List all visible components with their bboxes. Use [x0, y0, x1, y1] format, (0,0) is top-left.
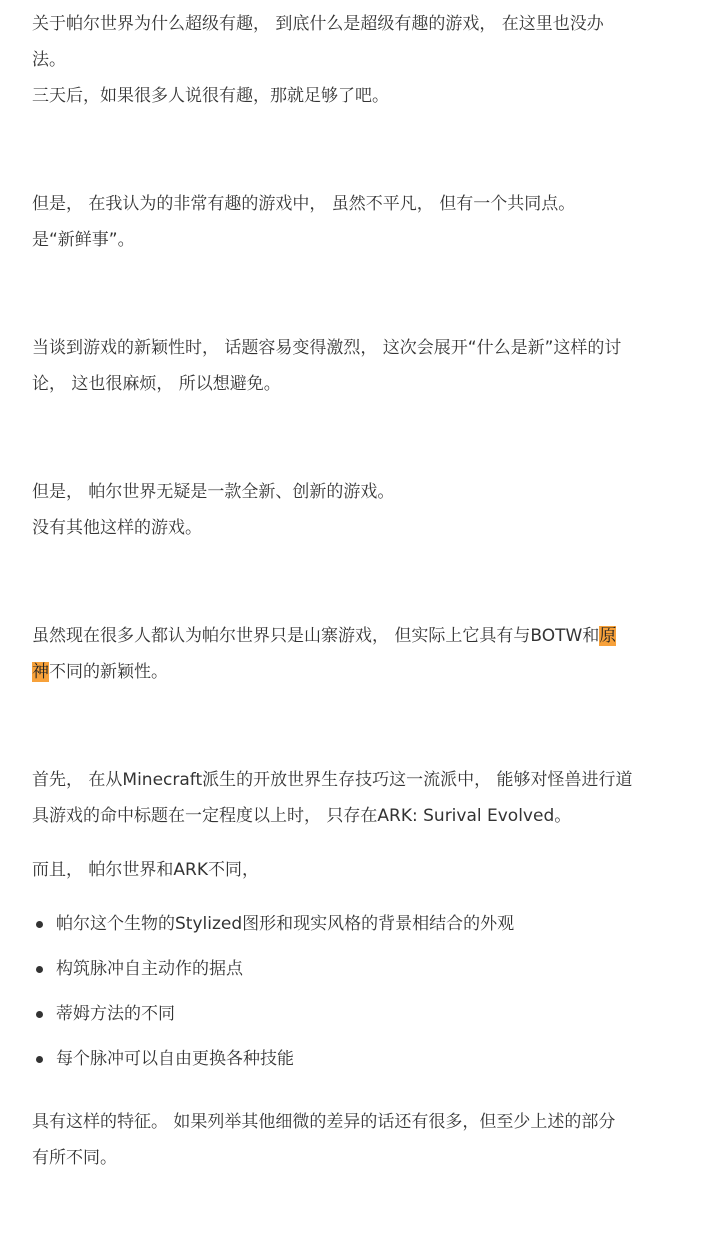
paragraph-7-line-1: 而且， 帕尔世界和ARK不同，: [32, 860, 259, 880]
paragraph-6: [32, 762, 657, 834]
article-body: [32, 6, 657, 1176]
paragraph-7: [32, 852, 657, 888]
paragraph-5-line-1-text: 虽然现在很多人都认为帕尔世界只是山寨游戏， 但实际上它具有与BOTW和: [32, 626, 600, 646]
list-item-text: 帕尔这个生物的Stylized图形和现实风格的背景相结合的外观: [56, 914, 515, 934]
list-item: [32, 951, 657, 987]
paragraph-4-line-2: 没有其他这样的游戏。: [32, 518, 202, 538]
paragraph-4: [32, 474, 657, 546]
paragraph-5-line-2: [32, 654, 657, 690]
paragraph-5-line-1: [32, 618, 657, 654]
bullet-icon: [36, 1056, 43, 1063]
paragraph-2-line-1: 但是， 在我认为的非常有趣的游戏中， 虽然不平凡， 但有一个共同点。: [32, 194, 576, 214]
paragraph-8-line-1: 具有这样的特征。 如果列举其他细微的差异的话还有很多，但至少上述的部分: [32, 1112, 616, 1132]
spacer: [32, 690, 657, 762]
spacer: [32, 546, 657, 618]
search-highlight: 神: [32, 662, 49, 682]
paragraph-2-line-2: 是“新鲜事”。: [32, 230, 135, 250]
bullet-icon: [36, 1011, 43, 1018]
paragraph-1-line-2: 法。: [32, 50, 66, 70]
list-item-text: 每个脉冲可以自由更换各种技能: [56, 1049, 294, 1069]
paragraph-5-line-2-text: 不同的新颖性。: [49, 662, 168, 682]
paragraph-3: [32, 330, 657, 402]
paragraph-1-line-1: 关于帕尔世界为什么超级有趣， 到底什么是超级有趣的游戏， 在这里也没办: [32, 14, 604, 34]
paragraph-8-line-2: 有所不同。: [32, 1148, 117, 1168]
feature-list: [32, 906, 657, 1077]
spacer: [32, 1086, 657, 1104]
bullet-icon: [36, 921, 43, 928]
list-item-text: 构筑脉冲自主动作的据点: [56, 959, 243, 979]
spacer: [32, 888, 657, 906]
paragraph-2: [32, 186, 657, 258]
spacer: [32, 258, 657, 330]
paragraph-6-line-2: 具游戏的命中标题在一定程度以上时， 只存在ARK: Surival Evolved。: [32, 806, 572, 826]
paragraph-3-line-2: 论， 这也很麻烦， 所以想避免。: [32, 374, 281, 394]
spacer: [32, 402, 657, 474]
spacer: [32, 834, 657, 852]
paragraph-8: [32, 1104, 657, 1176]
paragraph-6-line-1: 首先， 在从Minecraft派生的开放世界生存技巧这一流派中， 能够对怪兽进行道: [32, 770, 633, 790]
spacer: [32, 114, 657, 186]
paragraph-4-line-1: 但是， 帕尔世界无疑是一款全新、创新的游戏。: [32, 482, 395, 502]
paragraph-1: [32, 6, 657, 114]
list-item: [32, 906, 657, 942]
list-item: [32, 1041, 657, 1077]
list-item-text: 蒂姆方法的不同: [56, 1004, 175, 1024]
list-item: [32, 996, 657, 1032]
search-highlight: 原: [599, 626, 617, 646]
paragraph-1-line-3: 三天后，如果很多人说很有趣，那就足够了吧。: [32, 86, 389, 106]
bullet-icon: [36, 966, 43, 973]
paragraph-3-line-1: 当谈到游戏的新颖性时， 话题容易变得激烈， 这次会展开“什么是新”这样的讨: [32, 338, 622, 358]
paragraph-5: [32, 618, 657, 690]
